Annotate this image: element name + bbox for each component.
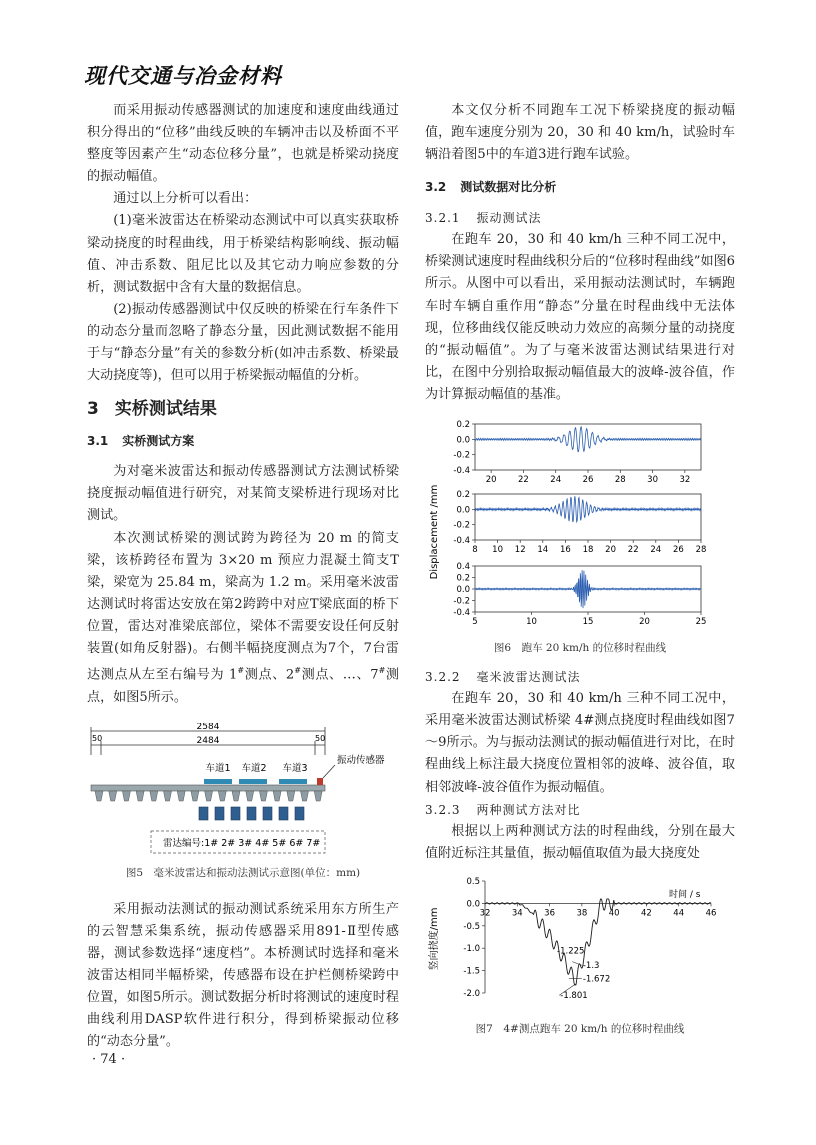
y-tick-label: 0.2 (456, 573, 470, 584)
x-tick-label: 34 (511, 908, 523, 919)
figure-5-caption: 图5 毫米波雷达和振动法测试示意图(单位：mm) (125, 866, 361, 879)
t-girder (259, 791, 267, 801)
lane-1-bar (204, 779, 232, 784)
x-tick-label: 28 (695, 545, 707, 556)
vibration-sensor-marker (317, 778, 323, 785)
t-girder (301, 791, 309, 801)
section-heading: 3 实桥测试结果 (87, 399, 217, 420)
x-tick-label: 26 (582, 475, 594, 486)
x-tick-label: 38 (576, 908, 588, 919)
t-girder (122, 791, 130, 801)
subsubsection-heading: 3.2.2 毫米波雷达测试法 (425, 670, 581, 685)
x-tick-label: 26 (672, 545, 684, 556)
y-tick-label: -0.2 (453, 596, 470, 607)
figure-6-chart (425, 420, 735, 636)
displacement-series (475, 570, 701, 608)
y-tick-label: 0.0 (456, 585, 470, 596)
figure-7-caption: 图7 4#测点跑车 20 km/h 的位移时程曲线 (475, 1022, 685, 1035)
figure-6-caption: 图6 跑车 20 km/h 的位移时程曲线 (493, 642, 667, 655)
x-tick-label: 32 (479, 908, 491, 919)
radar-unit (231, 807, 240, 820)
panel-frame (475, 494, 701, 540)
deflection-annotation: -1.225 (557, 946, 585, 957)
lane-2-label: 车道2 (241, 762, 267, 774)
dim-right: 50 (315, 733, 326, 743)
t-girder (232, 791, 240, 801)
paragraph: 在跑车 20，30 和 40 km/h 三种不同工况中，采用毫米波雷达测试桥梁 4#测点挠度时程曲线如图7～9所示。为与振动法测试的振动幅值进行对比，在时程曲线上标注最大挠度位置相邻的波峰、波谷值，取相邻波峰-波谷值作为振动幅值。 (425, 691, 735, 795)
radar-unit (215, 807, 224, 820)
paragraph: 根据以上两种测试方法的时程曲线，分别在最大值附近标注其量值，振动幅值取值为最大挠度处 (425, 823, 735, 861)
y-tick-label: -0.4 (453, 536, 470, 547)
radars (199, 807, 304, 820)
x-tick-label: 18 (582, 545, 594, 556)
y-tick-label: 0.0 (456, 505, 470, 516)
y-tick-label: -0.5 (463, 921, 480, 932)
y-tick-label: -0.2 (453, 450, 470, 461)
t-girder (218, 791, 226, 801)
panel-frame (475, 424, 701, 470)
dim-inner: 2484 (196, 735, 220, 746)
t-girder (205, 791, 213, 801)
t-girder (287, 791, 295, 801)
lane-3-bar (279, 779, 307, 784)
displacement-series (475, 427, 701, 452)
vibration-sensor-label: 振动传感器 (337, 754, 385, 766)
x-tick-label: 24 (550, 475, 562, 486)
x-tick-label: 14 (537, 545, 549, 556)
x-tick-label: 22 (627, 545, 639, 556)
figure-7 (425, 873, 735, 1021)
y-tick-label: 0.5 (466, 876, 480, 887)
t-girder (191, 791, 199, 801)
right-column (425, 100, 735, 1037)
paragraph: 本次测试桥梁的测试跨为跨径为 20 m 的简支梁，该桥跨径布置为 3×20 m 预应力混凝土简支T梁，梁宽为 25.84 m，梁高为 1.2 m。采用毫米波雷达测试时将雷达安放在第2跨跨中对应T梁底面的桥下位置，雷达对准梁底部位，梁体不需要安设任何反射装置(如角反射器)。右侧半幅挠度测点为7个，7台雷达测点从左至右编号为 1#测点、2#测点、…、7#测点，如图5所示。 (87, 530, 400, 705)
paragraph: (2)振动传感器测试中仅反映的桥梁在行车条件下的动态分量而忽略了静态分量，因此测试数据不能用于与“静态分量”有关的参数分析(如冲击系数、桥梁最大动挠度等)，但可以用于桥梁振动幅值的分析。 (87, 301, 399, 384)
y-axis-label: 竖向挠度/mm (429, 907, 440, 971)
x-tick-label: 5 (472, 617, 478, 628)
x-tick-label: 42 (641, 908, 652, 919)
paragraph: 在跑车 20，30 和 40 km/h 三种不同工况中，桥梁测试速度时程曲线积分后的“位移时程曲线”如图6所示。从图中可以看出，采用振动法测试时，车辆跑车时车辆自重作用“静态”分量在时程曲线中无法体现，位移曲线仅能反映动力效应的高频分量的动挠度的“振动幅值”。为了与毫米波雷达测试结果进行对比，在图中分别拾取振动幅值最大的波峰-波谷值，作为计算振动幅值的基准。 (425, 232, 735, 402)
x-tick-label: 30 (647, 475, 658, 486)
lane-1-label: 车道1 (205, 762, 231, 774)
paragraph: 为对毫米波雷达和振动传感器测试方法测试桥梁挠度振动幅值进行研究，对某简支梁桥进行现场对比测试。 (87, 464, 399, 524)
radar-label: 雷达编号:1# 2# 3# 4# 5# 6# 7# (163, 837, 321, 849)
figure-6 (425, 420, 735, 644)
paragraph: 而采用振动传感器测试的加速度和速度曲线通过积分得出的“位移”曲线反映的车辆冲击以及桥面不平整度等因素产生“动态位移分量”，也就是桥梁动挠度的振动幅值。 (87, 103, 399, 185)
t-girder (164, 791, 172, 801)
x-tick-label: 12 (514, 545, 526, 556)
paragraph: 采用振动法测试的振动测试系统采用东方所生产的云智慧采集系统，振动传感器采用891-Ⅱ型传感器，测试参数选择“速度档”。本桥测试时选择和毫米波雷达相同半幅桥梁，传感器布设在护栏侧桥梁跨中位置，如图5所示。测试数据分析时将测试的速度时程曲线利用DASP软件进行积分，得到桥梁振动位移的“动态分量”。 (87, 901, 399, 1050)
deflection-annotation: -1.672 (582, 974, 611, 985)
bridge-diagram (87, 723, 399, 863)
y-tick-label: -1.0 (463, 943, 480, 954)
x-tick-label: 25 (695, 617, 707, 628)
y-tick-label: 0.4 (456, 562, 470, 573)
x-tick-label: 15 (582, 617, 594, 628)
radar-unit (247, 807, 256, 820)
y-tick-label: -2.0 (463, 988, 480, 999)
radar-unit (199, 807, 208, 820)
subsection-heading: 3.2 测试数据对比分析 (425, 180, 557, 195)
x-tick-label: 10 (526, 617, 537, 628)
t-girder (109, 791, 117, 801)
x-tick-label: 20 (639, 617, 650, 628)
x-tick-label: 28 (614, 475, 626, 486)
deflection-annotation: -1.3 (582, 961, 600, 972)
x-tick-label: 16 (559, 545, 571, 556)
x-tick-label: 32 (679, 475, 691, 486)
y-tick-label: 0.0 (466, 899, 480, 910)
lane-3-label: 车道3 (282, 762, 308, 774)
y-tick-label: 0.2 (456, 420, 470, 431)
subsubsection-heading: 3.2.1 振动测试法 (425, 211, 542, 226)
x-tick-label: 24 (650, 545, 662, 556)
radar-unit (279, 807, 288, 820)
y-tick-label: -1.5 (463, 966, 480, 977)
subsubsection-heading: 3.2.3 两种测试方法对比 (425, 802, 581, 817)
bridge-deck (91, 785, 325, 791)
deflection-annotation: -1.801 (560, 991, 588, 1002)
x-tick-label: 40 (608, 908, 620, 919)
x-tick-label: 46 (705, 908, 717, 919)
subsection-heading: 3.1 实桥测试方案 (87, 434, 195, 449)
x-tick-label: 20 (605, 545, 617, 556)
t-girder (136, 791, 144, 801)
dim-left: 50 (92, 733, 103, 743)
displacement-series (475, 496, 701, 522)
radar-unit (295, 807, 304, 820)
lane-2-bar (239, 779, 267, 784)
left-column (87, 100, 399, 1053)
paragraph: 通过以上分析可以看出： (113, 191, 258, 207)
paragraph: (1)毫米波雷达在桥梁动态测试中可以真实获取桥梁动挠度的时程曲线，用于桥梁结构影响线、振动幅值、冲击系数、阻尼比以及其它动力响应参数的分析，测试数据中含有大量的数据信息。 (87, 213, 399, 295)
paragraph: 本文仅分析不同跑车工况下桥梁挠度的振动幅值，跑车速度分别为 20，30 和 40 km/h，试验时车辆沿着图5中的车道3进行跑车试验。 (425, 103, 735, 163)
t-girder (95, 791, 103, 801)
x-tick-label: 10 (492, 545, 504, 556)
y-tick-label: -0.2 (453, 520, 470, 531)
t-girder (314, 791, 322, 801)
y-tick-label: -0.4 (453, 608, 470, 619)
t-girder (273, 791, 281, 801)
radar-unit (263, 807, 272, 820)
girders (95, 791, 322, 801)
y-tick-label: 0.0 (456, 435, 470, 446)
t-girder (177, 791, 185, 801)
x-tick-label: 8 (472, 545, 478, 556)
y-axis-label: Displacement /mm (429, 484, 440, 580)
figure-7-chart (425, 873, 735, 1013)
t-girder (150, 791, 158, 801)
x-tick-label: 44 (673, 908, 685, 919)
y-tick-label: 0.2 (456, 490, 470, 501)
x-tick-label: 22 (518, 475, 529, 486)
page-number: · 74 · (92, 1052, 126, 1067)
figure-5 (87, 723, 399, 863)
journal-title: 现代交通与冶金材料 (84, 64, 282, 88)
x-tick-label: 20 (485, 475, 497, 486)
x-tick-label: 36 (544, 908, 555, 919)
y-tick-label: -0.4 (453, 466, 470, 477)
t-girder (246, 791, 254, 801)
x-axis-label: 时间 / s (669, 889, 701, 900)
dim-total: 2584 (196, 722, 220, 732)
